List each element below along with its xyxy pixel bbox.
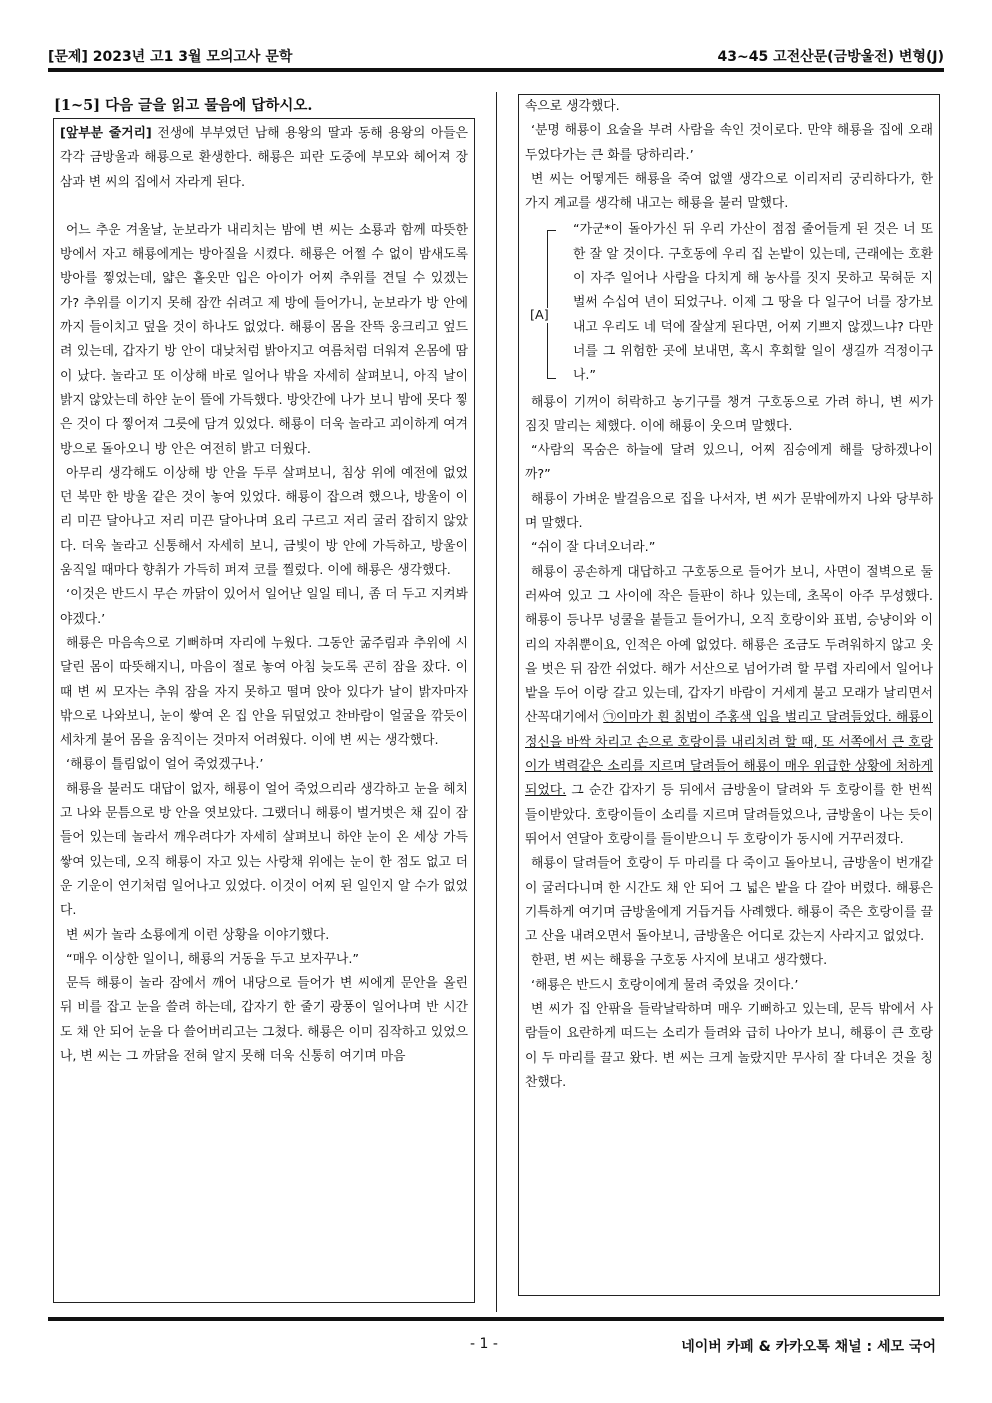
instruction: [1~5] 다음 글을 읽고 물음에 답하시오. (54, 97, 313, 114)
tiger-text-post: 그 순간 갑자기 등 뒤에서 금방울이 달려와 두 호랑이를 한 번씩 들이받았다. 호랑이들이 소리를 지르며 달려들었으나, 금방울이 나는 듯이 뛰어서 연달아 호랑이를 들이받으니 두 호랑이가 동시에 거꾸러졌다. (525, 783, 933, 847)
paragraph: ‘해룡은 반드시 호랑이에게 물려 죽었을 것이다.’ (531, 977, 799, 993)
header-rule (48, 68, 944, 72)
paragraph: ‘분명 해룡이 요술을 부려 사람을 속인 것이로다. 만약 해룡을 집에 오래 두었다가는 큰 화를 당하리라.’ (525, 123, 933, 163)
page-header (48, 40, 944, 66)
paragraph: 해룡을 불러도 대답이 없자, 해룡이 얼어 죽었으리라 생각하고 눈을 헤치고 나와 문틈으로 방 안을 엿보았다. 그랬더니 해룡이 벌거벗은 채 깊이 잠들어 있는데 놀라서 깨우려다가 자세히 살펴보니 하얀 눈이 온 세상 가득 쌓여 있는데, 오직 해룡이 자고 있는 사랑채 위에는 눈이 한 점도 없고 더운 기운이 연기처럼 일어나고 있었다. 이것이 어찌 된 일인지 알 수가 없었다. (60, 781, 468, 919)
paragraph: “쉬이 잘 다녀오너라.” (531, 540, 656, 556)
bracket-a-text: “가군*이 돌아가신 뒤 우리 가산이 점점 줄어들게 된 것은 너 또한 잘 알 것이다. 구호동에 우리 집 논밭이 있는데, 근래에는 호환이 자주 일어나 사람을 다치게 해 농사를 짓지 못하고 묵혀둔 지 벌써 수십여 년이 되었구나. 이제 그 땅을 다 일구어 너를 장가보내고 우리도 네 덕에 잘살게 된다면, 어찌 기쁘지 않겠느냐? 다만 너를 그 위험한 곳에 보내면, 혹시 후회할 일이 생길까 걱정이구나.” (573, 222, 933, 384)
paragraph: ‘해룡이 틀림없이 얼어 죽었겠구나.’ (66, 757, 264, 773)
column-divider (496, 92, 497, 1312)
summary-label: [앞부분 줄거리] (60, 126, 152, 141)
paragraph: 해룡이 기꺼이 허락하고 농기구를 챙겨 구호동으로 가려 하니, 변 씨가 짐짓 말리는 체했다. 이에 해룡이 웃으며 말했다. (525, 394, 933, 434)
summary-paragraph (60, 122, 468, 195)
paragraph: 해룡이 달려들어 호랑이 두 마리를 다 죽이고 돌아보니, 금방울이 번개같이 굴러다니며 한 시간도 채 안 되어 그 넓은 밭을 다 갈아 버렸다. 해룡은 기특하게 여기며 금방울에게 거듭거듭 사례했다. 해룡이 죽은 호랑이를 끌고 산을 내려오면서 돌아보니, 금방울은 어디로 갔는지 사라지고 없었다. (525, 856, 933, 945)
bracket-a-label: [A] (530, 308, 549, 324)
footer-credit: 네이버 카페 & 카카오톡 채널 : 세모 국어 (681, 1339, 936, 1355)
passage-right-column (518, 94, 940, 1296)
paragraph: 속으로 생각했다. (525, 99, 620, 114)
paragraph: 아무리 생각해도 이상해 방 안을 두루 살펴보니, 침상 위에 예전에 없었던 북만 한 방울 같은 것이 놓여 있었다. 해룡이 잡으려 했으나, 방울이 이리 미끈 달아나고 저리 미끈 달아나며 요리 구르고 저리 굴러 잡히지 않았다. 더욱 놀라고 신통해서 자세히 보니, 금빛이 방 안에 가득하고, 방울이 움직일 때마다 향취가 가득히 퍼져 코를 찔렀다. 이에 해룡은 생각했다. (60, 465, 468, 579)
paragraph: 해룡이 가벼운 발걸음으로 집을 나서자, 변 씨가 문밖에까지 나와 당부하며 말했다. (525, 491, 933, 532)
underlined-passage: ㉠이마가 흰 칡범이 주홍색 입을 벌리고 달려들었다. 해룡이 정신을 바싹 차리고 손으로 호랑이를 내리치려 할 때, 또 서쪽에서 큰 호랑이가 벽력같은 소리를 지르며 달려들어 해룡이 매우 위급한 상황에 처하게 되었다. (525, 710, 933, 799)
paragraph: 문득 해룡이 놀라 잠에서 깨어 내당으로 들어가 변 씨에게 문안을 올린 뒤 비를 잡고 눈을 쓸려 하는데, 갑자기 한 줄기 광풍이 일어나며 반 시간도 채 안 되어 눈을 다 쓸어버리고는 그쳤다. 해룡은 이미 짐작하고 있었으나, 변 씨는 그 까닭을 전혀 알지 못해 더욱 신통히 여기며 마음 (60, 976, 468, 1064)
paragraph: 변 씨는 어떻게든 해룡을 죽여 없앨 생각으로 이리저리 궁리하다가, 한 가지 계교를 생각해 내고는 해룡을 불러 말했다. (525, 171, 933, 212)
bracket-line (547, 230, 556, 378)
page-number: - 1 - (470, 1336, 498, 1352)
paragraph: 변 씨가 집 안팎을 들락날락하며 매우 기뻐하고 있는데, 문득 밖에서 사람들이 요란하게 떠드는 소리가 들려와 급히 나아가 보니, 해룡이 큰 호랑이 두 마리를 끌고 왔다. 변 씨는 크게 놀랐지만 무사히 잘 다녀온 것을 칭찬했다. (525, 1001, 933, 1090)
paragraph: 한편, 변 씨는 해룡을 구호동 사지에 보내고 생각했다. (531, 953, 828, 969)
footer-rule (48, 1317, 944, 1321)
paragraph: 어느 추운 겨울날, 눈보라가 내리치는 밤에 변 씨는 소룡과 함께 따뜻한 방에서 자고 해룡에게는 방아질을 시켰다. 해룡은 어쩔 수 없이 밤새도록 방아를 찧었는데, 얇은 홑옷만 입은 아이가 어찌 추위를 견딜 수 있겠는가? 추위를 이기지 못해 잠깐 쉬려고 제 방에 들어가니, 눈보라가 방 안에까지 들이치고 덮을 것이 하나도 없었다. 해룡이 몸을 잔뜩 웅크리고 엎드려 있는데, 갑자기 방 안이 대낮처럼 밝아지고 여름처럼 더워져 온몸에 땀이 났다. 놀라고 또 이상해 바로 일어나 밖을 자세히 살펴보니, 아직 날이 밝지 않았는데 하얀 눈이 뜰에 가득했다. 방앗간에 나가 보니 밤에 못다 찧은 것이 다 찧어져 그릇에 담겨 있었다. 해룡이 더욱 놀라고 괴이하게 여겨 방으로 돌아오니 방 안은 여전히 밝고 더웠다. (60, 222, 468, 457)
paragraph: ‘이것은 반드시 무슨 까닭이 있어서 일어난 일일 테니, 좀 더 두고 지켜봐야겠다.’ (60, 587, 468, 627)
tiger-paragraph (525, 561, 933, 853)
bracket-a-section (525, 218, 933, 388)
question-range: 43~45 고전산문(금방울전) 변형(J) (717, 49, 944, 65)
passage-left-column (53, 118, 475, 1303)
spacer (60, 195, 468, 219)
paragraph: 변 씨가 놀라 소룡에게 이런 상황을 이야기했다. (66, 927, 330, 943)
paragraph: “사람의 목숨은 하늘에 달려 있으니, 어찌 짐승에게 해를 당하겠나이까?” (525, 443, 933, 483)
summary-text: 전생에 부부였던 남해 용왕의 딸과 동해 용왕의 아들은 각각 금방울과 해룡으로 환생한다. 해룡은 피란 도중에 부모와 헤어져 장삼과 변 씨의 집에서 자라게 된다. (60, 126, 468, 190)
paragraph: 해룡은 마음속으로 기뻐하며 자리에 누웠다. 그동안 굶주림과 추위에 시달린 몸이 따뜻해지니, 마음이 절로 놓여 아침 늦도록 곤히 잠을 잤다. 이때 변 씨 모자는 추워 잠을 자지 못하고 떨며 앉아 있다가 날이 밝자마자 밖으로 나와보니, 눈이 쌓여 온 집 안을 뒤덮었고 찬바람이 얼굴을 깎듯이 세차게 불어 몸을 움직이는 것마저 어려웠다. 이에 변 씨는 생각했다. (60, 635, 468, 749)
paragraph: “매우 이상한 일이니, 해룡의 거동을 두고 보자꾸나.” (66, 951, 360, 967)
tiger-text-pre: 해룡이 공손하게 대답하고 구호동으로 들어가 보니, 사면이 절벽으로 둘러싸여 있고 그 사이에 작은 들판이 하나 있는데, 초목이 아주 무성했다. 해룡이 등나무 넝쿨을 붙들고 들어가니, 오직 호랑이와 표범, 승냥이와 이리의 자취뿐이요, 인적은 아예 없었다. 해룡은 조금도 두려워하지 않고 옷을 벗은 뒤 잠깐 쉬었다. 해가 서산으로 넘어가려 할 무렵 자리에서 일어나 밭을 두어 이랑 갈고 있는데, 갑자기 바람이 거세게 불고 모래가 날리면서 산꼭대기에서 (525, 564, 933, 726)
exam-title: [문제] 2023년 고1 3월 모의고사 문학 (48, 49, 293, 65)
